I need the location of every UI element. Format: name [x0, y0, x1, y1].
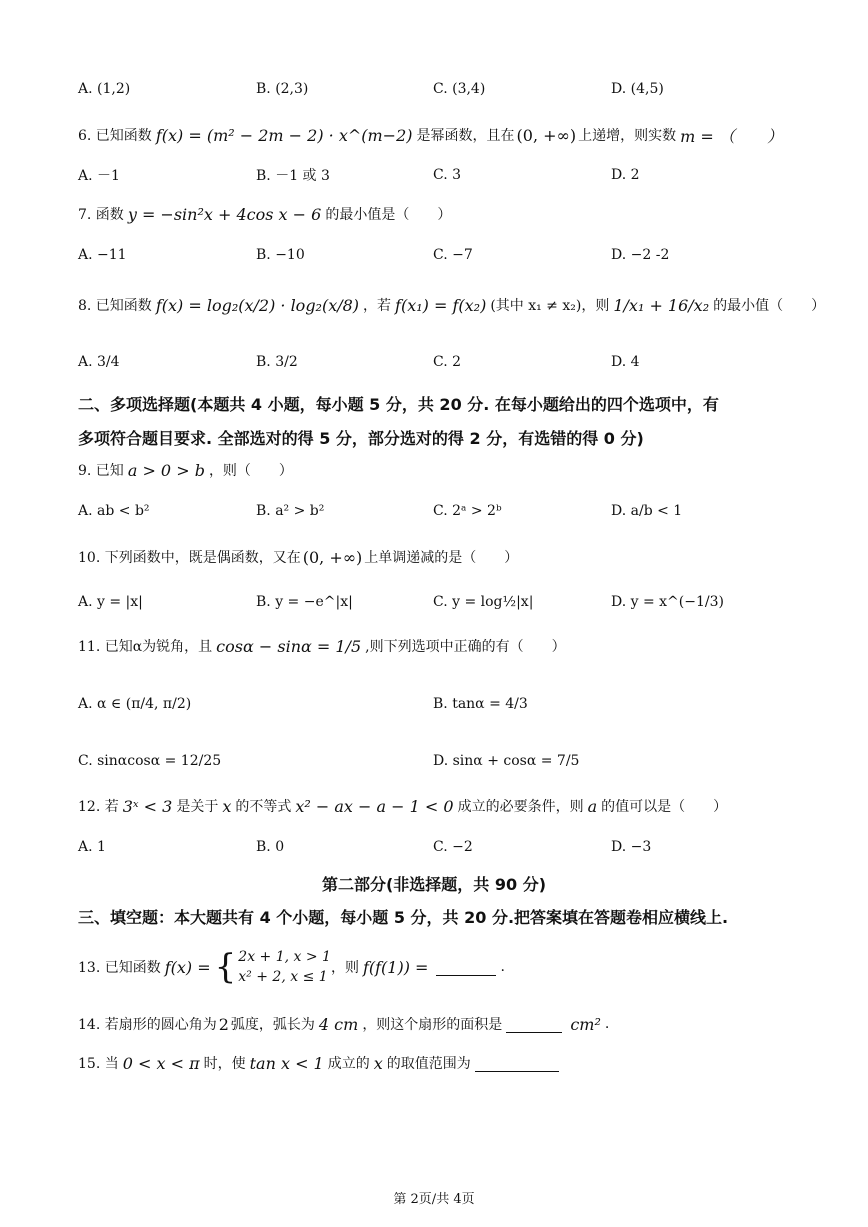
q14-prefix: 14. 若扇形的圆心角为	[78, 1017, 217, 1033]
q10-interval: (0, +∞)	[302, 547, 363, 567]
q13-answer-blank[interactable]	[436, 959, 496, 976]
q5-option-a: A. (1,2)	[78, 81, 131, 97]
q15-answer-blank[interactable]	[475, 1055, 559, 1072]
q12-option-b: B. 0	[256, 839, 285, 855]
q6-options-row	[0, 158, 868, 192]
q14-stem	[0, 1007, 868, 1041]
page-number-footer: 第 2页/共 4页	[393, 1192, 475, 1207]
q5-option-d: D. (4,5)	[611, 81, 664, 97]
q10-options-row	[0, 585, 868, 619]
q14-mid: 弧度，弧长为	[230, 1017, 315, 1033]
q10-suffix: 上单调递减的是（ ）	[364, 550, 519, 566]
q6-stem	[0, 118, 868, 152]
q9-options-row	[0, 494, 868, 528]
q8-options-row	[0, 345, 868, 379]
q12-option-c: C. −2	[433, 839, 473, 855]
q8-option-c: C. 2	[433, 354, 462, 370]
q10-option-a: A. y = |x|	[78, 594, 143, 610]
q10-prefix: 10. 下列函数中，既是偶函数，又在	[78, 550, 301, 566]
q11-suffix: ,则下列选项中正确的有（ ）	[365, 639, 566, 655]
q15-mid: 时，使	[203, 1056, 246, 1072]
section3-heading: 三、填空题：本大题共有 4 个小题，每小题 5 分，共 20 分.把答案填在答题卷相应横线上.	[78, 908, 729, 927]
q5-option-b: B. (2,3)	[256, 81, 309, 97]
q13-stem	[0, 944, 868, 990]
q6-var: m = （ ）	[680, 126, 783, 146]
q12-var: x	[222, 796, 232, 816]
q8-formula: f(x) = log₂(x/2) · log₂(x/8)	[155, 295, 360, 315]
q7-prefix: 7. 函数	[78, 207, 124, 223]
q9-option-d: D. a/b < 1	[611, 503, 683, 519]
q12-stem	[0, 789, 868, 823]
q13-expression: f(f(1)) =	[362, 957, 429, 977]
q9-option-a: A. ab < b²	[78, 503, 150, 519]
q8-mid2: ，则	[581, 298, 610, 314]
q14-angle: 2	[218, 1014, 229, 1034]
q13-func: f(x) =	[164, 957, 211, 977]
q14-end: .	[604, 1016, 610, 1032]
q12-condition: 3ˣ < 3	[122, 796, 173, 816]
q5-option-c: C. (3,4)	[433, 81, 486, 97]
q11-option-a: A. α ∈ (π/4, π/2)	[78, 696, 192, 712]
q7-option-d: D. −2 -2	[611, 247, 670, 263]
q8-option-d: D. 4	[611, 354, 640, 370]
q15-stem	[0, 1046, 868, 1080]
q9-formula: a > 0 > b	[127, 460, 205, 480]
q11-option-b: B. tanα = 4/3	[433, 696, 528, 712]
q13-brace: {	[214, 947, 237, 987]
q14-answer-blank[interactable]	[506, 1016, 562, 1033]
q13-mid: ，则	[330, 960, 359, 976]
q12-option-a: A. 1	[78, 839, 106, 855]
q6-mid: 是幂函数，且在	[416, 128, 515, 144]
q12-mid3: 成立的必要条件，则	[457, 799, 584, 815]
part2-heading: 第二部分(非选择题，共 90 分)	[321, 875, 547, 894]
q14-unit: cm²	[570, 1014, 601, 1034]
q6-formula: f(x) = (m² − 2m − 2) · x^(m−2)	[155, 125, 413, 145]
q12-var2: a	[587, 796, 598, 816]
q13-cases	[238, 947, 331, 987]
q11-option-c: C. sinαcosα = 12/25	[78, 753, 222, 769]
q13-case1: 2x + 1, x > 1	[238, 949, 331, 965]
q8-mid: ，若	[363, 298, 392, 314]
q15-prefix: 15. 当	[78, 1056, 119, 1072]
q7-stem	[0, 197, 868, 231]
q6-suffix: 上递增，则实数	[578, 128, 677, 144]
q8-suffix: 的最小值（ ）	[713, 298, 826, 314]
q6-option-d: D. 2	[611, 167, 640, 183]
q7-option-a: A. −11	[78, 247, 127, 263]
q11-formula: cosα − sinα = 1/5	[216, 636, 362, 656]
q7-formula: y = −sin²x + 4cos x − 6	[127, 204, 322, 224]
q12-mid: 是关于	[176, 799, 219, 815]
q13-prefix: 13. 已知函数	[78, 960, 161, 976]
q12-prefix: 12. 若	[78, 799, 119, 815]
q7-suffix: 的最小值是（ ）	[325, 207, 452, 223]
q8-condition: f(x₁) = f(x₂)	[395, 295, 487, 315]
q8-stem	[0, 288, 868, 322]
q8-option-b: B. 3/2	[256, 354, 298, 370]
q6-option-a: A. －1	[78, 168, 120, 184]
q11-stem	[0, 629, 868, 663]
q9-option-b: B. a² > b²	[256, 503, 325, 519]
q12-options-row	[0, 830, 868, 864]
q8-option-a: A. 3/4	[78, 354, 120, 370]
q9-stem	[0, 453, 868, 487]
q13-suffix: .	[500, 959, 505, 975]
q10-option-d: D. y = x^(−1/3)	[611, 594, 724, 610]
q7-option-c: C. −7	[433, 247, 473, 263]
q10-stem	[0, 540, 868, 574]
q6-prefix: 6. 已知函数	[78, 128, 152, 144]
q8-expression: 1/x₁ + 16/x₂	[613, 295, 710, 315]
q6-option-c: C. 3	[433, 167, 462, 183]
q11-prefix: 11. 已知α为锐角，且	[78, 639, 213, 655]
q15-var: x	[373, 1053, 383, 1073]
section2-heading-line1: 二、多项选择题(本题共 4 小题，每小题 5 分，共 20 分. 在每小题给出的四个选项中，有	[78, 395, 719, 414]
q14-suffix: ，则这个扇形的面积是	[362, 1017, 503, 1033]
q11-option-d: D. sinα + cosα = 7/5	[433, 753, 580, 769]
q11-options-row2	[0, 744, 868, 778]
q12-suffix: 的值可以是（ ）	[601, 799, 728, 815]
q6-interval: (0, +∞)	[516, 125, 577, 145]
q5-options-row	[0, 72, 868, 106]
q9-suffix: ，则（ ）	[208, 463, 293, 479]
q11-options-row1	[0, 687, 868, 721]
q15-suffix: 的取值范围为	[386, 1056, 471, 1072]
q14-arc: 4 cm	[318, 1014, 359, 1034]
q15-inequality: tan x < 1	[249, 1053, 324, 1073]
q15-range: 0 < x < π	[122, 1053, 200, 1073]
section2-heading-line2: 多项符合题目要求. 全部选对的得 5 分，部分选对的得 2 分，有选错的得 0 分)	[78, 429, 644, 448]
q13-case2: x² + 2, x ≤ 1	[238, 969, 328, 985]
q12-inequality: x² − ax − a − 1 < 0	[295, 796, 454, 816]
q12-option-d: D. −3	[611, 839, 652, 855]
q6-option-b: B. －1 或 3	[256, 168, 330, 184]
q15-mid2: 成立的	[327, 1056, 370, 1072]
q12-mid2: 的不等式	[235, 799, 292, 815]
q10-option-b: B. y = −e^|x|	[256, 594, 353, 610]
q8-note: (其中 x₁ ≠ x₂)	[490, 298, 582, 314]
q10-option-c: C. y = log½|x|	[433, 594, 534, 610]
q9-option-c: C. 2ᵃ > 2ᵇ	[433, 503, 502, 519]
q7-option-b: B. −10	[256, 247, 305, 263]
q7-options-row	[0, 238, 868, 272]
q8-prefix: 8. 已知函数	[78, 298, 152, 314]
q9-prefix: 9. 已知	[78, 463, 124, 479]
